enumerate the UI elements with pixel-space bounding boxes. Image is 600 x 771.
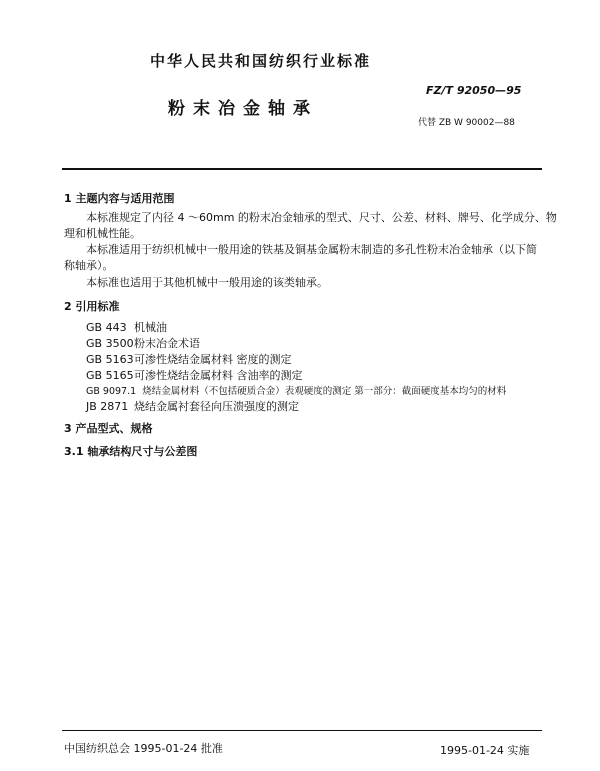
reference-title: 可渗性烧结金属材料 密度的测定 xyxy=(134,353,292,366)
reference-item xyxy=(86,351,292,367)
section-3-1-heading: 3.1 轴承结构尺寸与公差图 xyxy=(64,445,198,458)
effective-date-line: 1995-01-24 实施 xyxy=(440,744,530,757)
reference-title: 可渗性烧结金属材料 含油率的测定 xyxy=(134,369,303,382)
standard-code: FZ/T 92050—95 xyxy=(426,84,522,97)
reference-item xyxy=(86,383,506,397)
reference-item xyxy=(86,398,299,414)
document-title: 粉末冶金轴承 xyxy=(168,99,318,119)
reference-code: GB 9097.1 xyxy=(86,386,137,397)
reference-item xyxy=(86,335,200,351)
standard-category-title: 中华人民共和国纺织行业标准 xyxy=(150,52,372,70)
footer-divider xyxy=(62,730,542,731)
section-3-heading: 3 产品型式、规格 xyxy=(64,422,153,435)
reference-code: GB 3500 xyxy=(86,337,134,350)
reference-item xyxy=(86,319,167,335)
header-divider xyxy=(62,168,542,170)
section-1-para-1-line-1: 本标准规定了内径 4 ～60mm 的粉末冶金轴承的型式、尺寸、公差、材料、牌号、化学成分、物 xyxy=(86,211,557,224)
section-1-para-1-line-2: 理和机械性能。 xyxy=(64,227,141,240)
reference-title: 烧结金属衬套径向压溃强度的测定 xyxy=(134,400,299,413)
section-1-para-3: 本标准也适用于其他机械中一般用途的该类轴承。 xyxy=(86,276,328,289)
section-2-heading: 2 引用标准 xyxy=(64,300,120,313)
approval-line: 中国纺织总会 1995-01-24 批准 xyxy=(64,742,223,755)
reference-code: GB 5163 xyxy=(86,353,134,366)
reference-title: 机械油 xyxy=(134,321,167,334)
section-1-para-2-line-1: 本标准适用于纺织机械中一般用途的铁基及铜基金属粉末制造的多孔性粉末冶金轴承（以下简 xyxy=(86,243,537,256)
reference-title: 粉末冶金术语 xyxy=(134,337,200,350)
reference-code: GB 443 xyxy=(86,321,127,334)
reference-code: GB 5165 xyxy=(86,369,134,382)
replaces-standard: 代替 ZB W 90002—88 xyxy=(418,118,515,128)
reference-item xyxy=(86,367,303,383)
reference-title: 烧结金属材料（不包括硬质合金）表观硬度的测定 第一部分：截面硬度基本均匀的材料 xyxy=(142,386,507,397)
section-1-para-2-line-2: 称轴承）。 xyxy=(64,259,114,272)
reference-code: JB 2871 xyxy=(86,400,129,413)
section-1-heading: 1 主题内容与适用范围 xyxy=(64,192,175,205)
